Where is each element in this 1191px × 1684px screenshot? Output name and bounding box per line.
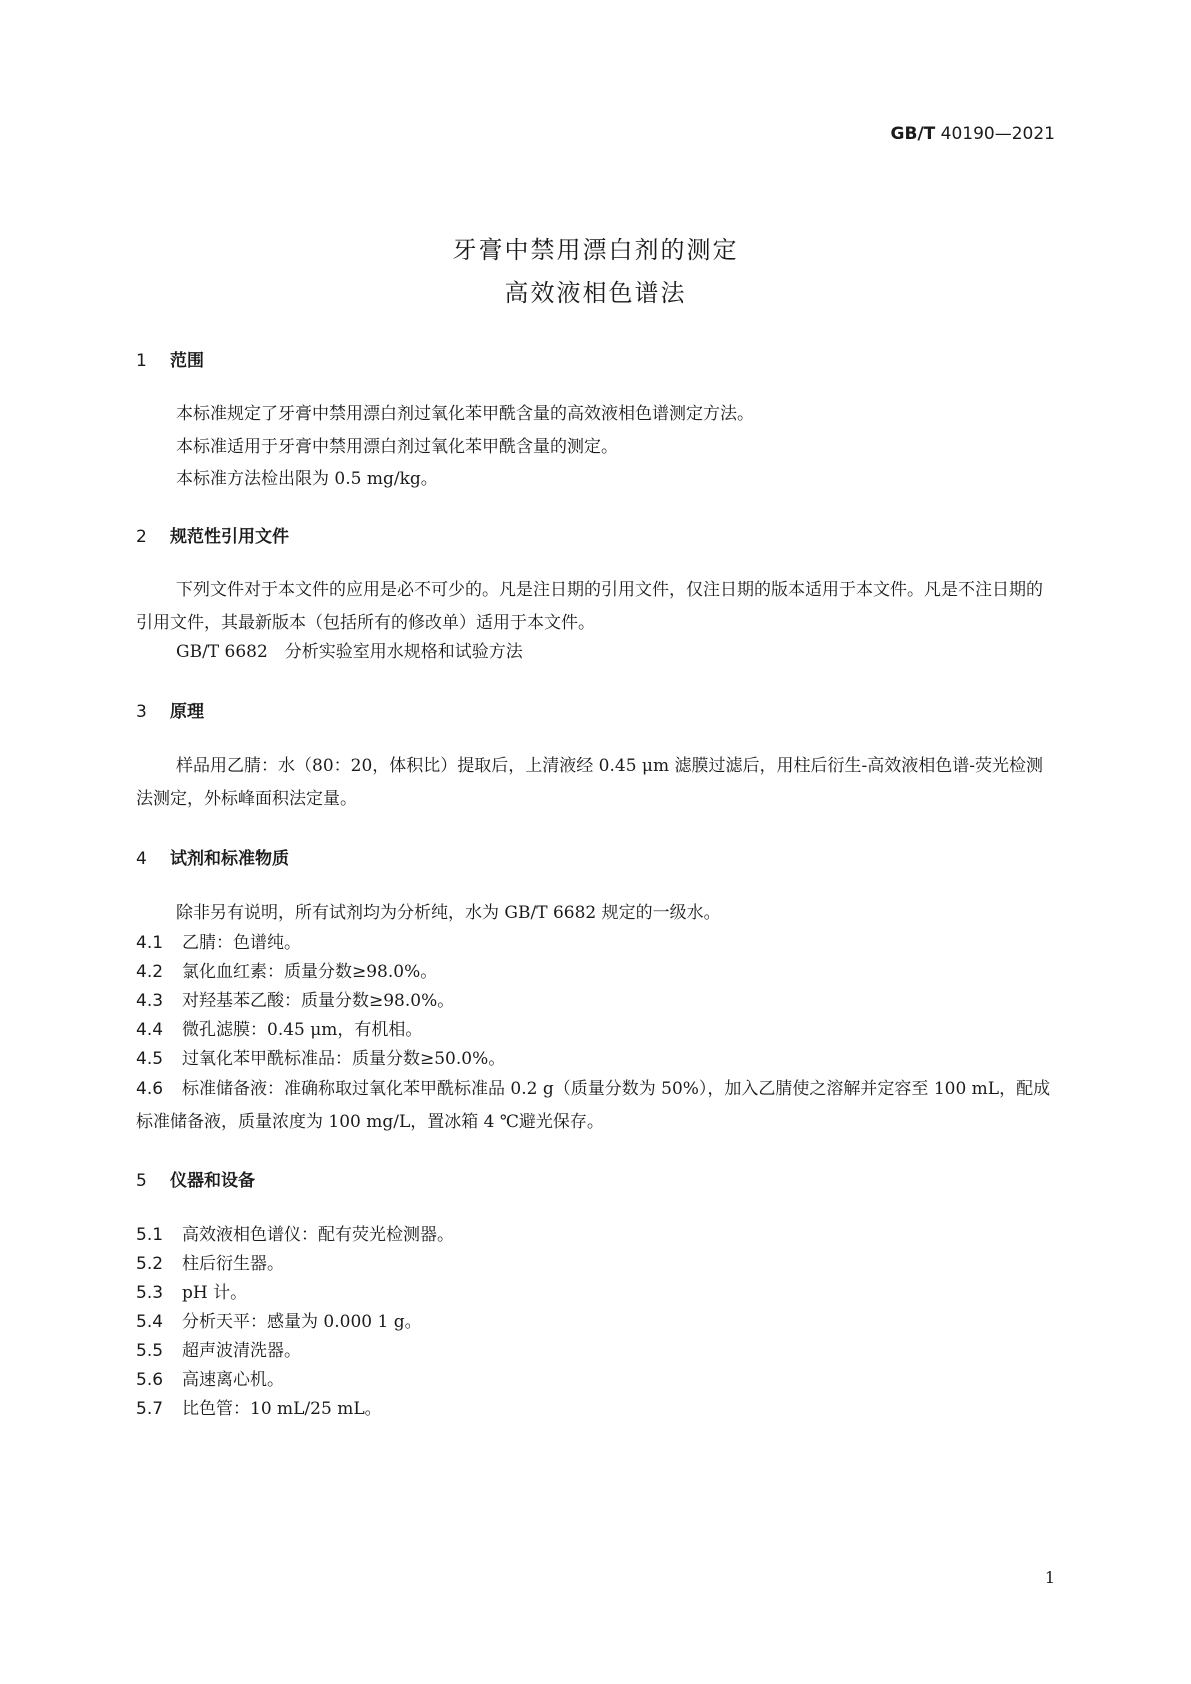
- section-2-reference: GB/T 6682 分析实验室用水规格和试验方法: [176, 642, 523, 662]
- list-item: 5.2 柱后衍生器。: [136, 1254, 284, 1274]
- section-3-para-1: 样品用乙腈：水（80：20，体积比）提取后，上清液经 0.45 μm 滤膜过滤后，用柱后衍生-高效液相色谱-荧光检测法测定，外标峰面积法定量。: [136, 756, 1043, 809]
- standard-code: GB/T 40190—2021: [890, 124, 1055, 144]
- list-item: 4.1 乙腈：色谱纯。: [136, 933, 301, 953]
- section-2-heading: 2 规范性引用文件: [136, 527, 289, 547]
- list-item: 5.4 分析天平：感量为 0.000 1 g。: [136, 1312, 422, 1332]
- list-item: 5.5 超声波清洗器。: [136, 1341, 301, 1361]
- list-item: 4.5 过氧化苯甲酰标准品：质量分数≥50.0%。: [136, 1049, 506, 1069]
- section-1-para-3: 本标准方法检出限为 0.5 mg/kg。: [176, 469, 438, 489]
- section-4-intro: 除非另有说明，所有试剂均为分析纯，水为 GB/T 6682 规定的一级水。: [176, 903, 721, 923]
- document-title: 牙膏中禁用漂白剂的测定: [452, 236, 739, 264]
- list-item: 5.6 高速离心机。: [136, 1370, 284, 1390]
- document-subtitle: 高效液相色谱法: [504, 279, 687, 307]
- section-1-para-1: 本标准规定了牙膏中禁用漂白剂过氧化苯甲酰含量的高效液相色谱测定方法。: [176, 404, 754, 424]
- page-number: 1: [1044, 1568, 1055, 1587]
- list-item: 4.2 氯化血红素：质量分数≥98.0%。: [136, 962, 438, 982]
- section-5-heading: 5 仪器和设备: [136, 1171, 255, 1191]
- list-item: 5.1 高效液相色谱仪：配有荧光检测器。: [136, 1225, 454, 1245]
- list-item: 4.6 标准储备液：准确称取过氧化苯甲酰标准品 0.2 g（质量分数为 50%），加入乙腈使之溶解并定容至 100 mL，配成标准储备液，质量浓度为 100 mg/L，置冰箱 4 ℃避光保存。: [136, 1079, 1051, 1132]
- list-item: 4.4 微孔滤膜：0.45 μm，有机相。: [136, 1020, 423, 1040]
- list-item: 5.7 比色管：10 mL/25 mL。: [136, 1399, 382, 1419]
- section-1-para-2: 本标准适用于牙膏中禁用漂白剂过氧化苯甲酰含量的测定。: [176, 437, 618, 457]
- section-2-para-1: 下列文件对于本文件的应用是必不可少的。凡是注日期的引用文件，仅注日期的版本适用于本文件。凡是不注日期的引用文件，其最新版本（包括所有的修改单）适用于本文件。: [136, 580, 1043, 633]
- section-4-heading: 4 试剂和标准物质: [136, 849, 289, 869]
- list-item: 4.3 对羟基苯乙酸：质量分数≥98.0%。: [136, 991, 455, 1011]
- section-1-heading: 1 范围: [136, 351, 204, 371]
- list-item: 5.3 pH 计。: [136, 1283, 248, 1303]
- section-3-heading: 3 原理: [136, 702, 204, 722]
